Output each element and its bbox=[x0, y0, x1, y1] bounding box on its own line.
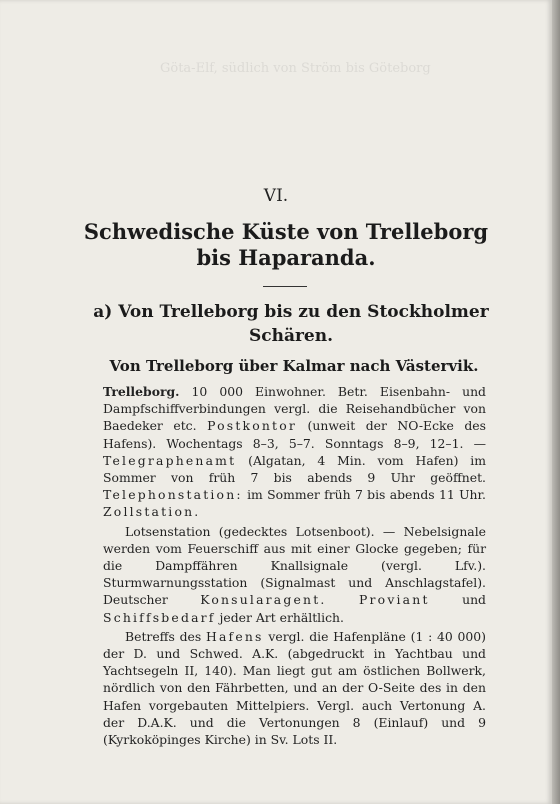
text-run: Lotsenstation (gedecktes Lotsenboot). — Nebelsignale werden vom Feuerschiff aus mit einer Glocke gegeben; für die Dampffähren Knallsignale (vergl. Lfv.). Sturmwarnungsstation (Signalmast und Anschlagstafel). Deutscher bbox=[103, 523, 486, 608]
spaced-term: Zollstation. bbox=[103, 504, 201, 520]
spaced-term: Proviant bbox=[359, 592, 430, 608]
page-edge-shadow bbox=[552, 0, 560, 804]
text-run: (Algatan, 4 Min. vom Hafen) im Sommer von früh 7 bis abends 9 Uhr geöffnet. bbox=[103, 452, 486, 486]
title-line-1: Schwedische Küste von Trelleborg bbox=[83, 219, 489, 244]
text-run: jeder Art erhältlich. bbox=[215, 609, 344, 625]
title-line-2: bis Haparanda. bbox=[196, 245, 376, 270]
paragraph-trelleborg bbox=[103, 383, 486, 521]
text-run: (unweit der NO-Ecke des Hafens). Wochentags 8–3, 5–7. Sonntags 8–9, 12–1. — bbox=[103, 418, 486, 451]
body-text bbox=[103, 383, 486, 748]
text-run: im Sommer früh 7 bis abends 11 Uhr. bbox=[242, 487, 486, 503]
chapter-number: VI. bbox=[263, 186, 289, 206]
route-heading: Von Trelleborg über Kalmar nach Västervik. bbox=[109, 357, 479, 375]
chapter-title bbox=[0, 219, 560, 271]
text-run: und bbox=[429, 592, 486, 608]
text-run: Betreffs des bbox=[125, 628, 206, 644]
spaced-term: Postkontor bbox=[207, 418, 298, 434]
spaced-term: Telegraphenamt bbox=[103, 452, 237, 468]
text-run: 10 000 Einwohner. Betr. Eisenbahn- und Dampfschiffverbindungen vergl. die Reisehandbücher von Baedeker etc. bbox=[103, 384, 486, 434]
spaced-term: Telephonstation: bbox=[103, 487, 243, 503]
spaced-term: Schiffsbedarf bbox=[103, 609, 216, 625]
spaced-term: Hafens bbox=[205, 628, 264, 644]
text-run bbox=[327, 592, 359, 607]
place-name: Trelleborg. bbox=[103, 384, 180, 399]
spaced-term: Konsularagent. bbox=[200, 592, 327, 608]
paragraph-hafen bbox=[103, 628, 486, 748]
bleed-through-text: Göta-Elf, südlich von Ström bis Göteborg bbox=[160, 61, 431, 76]
title-divider bbox=[263, 286, 307, 287]
section-subtitle: a) Von Trelleborg bis zu den Stockholmer Schären. bbox=[93, 302, 489, 346]
paragraph-lotsenstation bbox=[103, 523, 486, 626]
text-run: vergl. die Hafenpläne (1 : 40 000) der D. und Schwed. A.K. (abgedruckt in Yachtbau und Yachtsegeln II, 140). Man liegt gut am östlichen Bollwerk, nördlich von den Fährbetten, und an der O-Seite des in den Hafen vorgebauten Mittelpiers. Vergl. auch Vertonung A. der D.A.K. und die Vertonungen 8 (Einlauf) und 9 (Kyrkoköpinges Kirche) in Sv. Lots II. bbox=[103, 628, 487, 748]
